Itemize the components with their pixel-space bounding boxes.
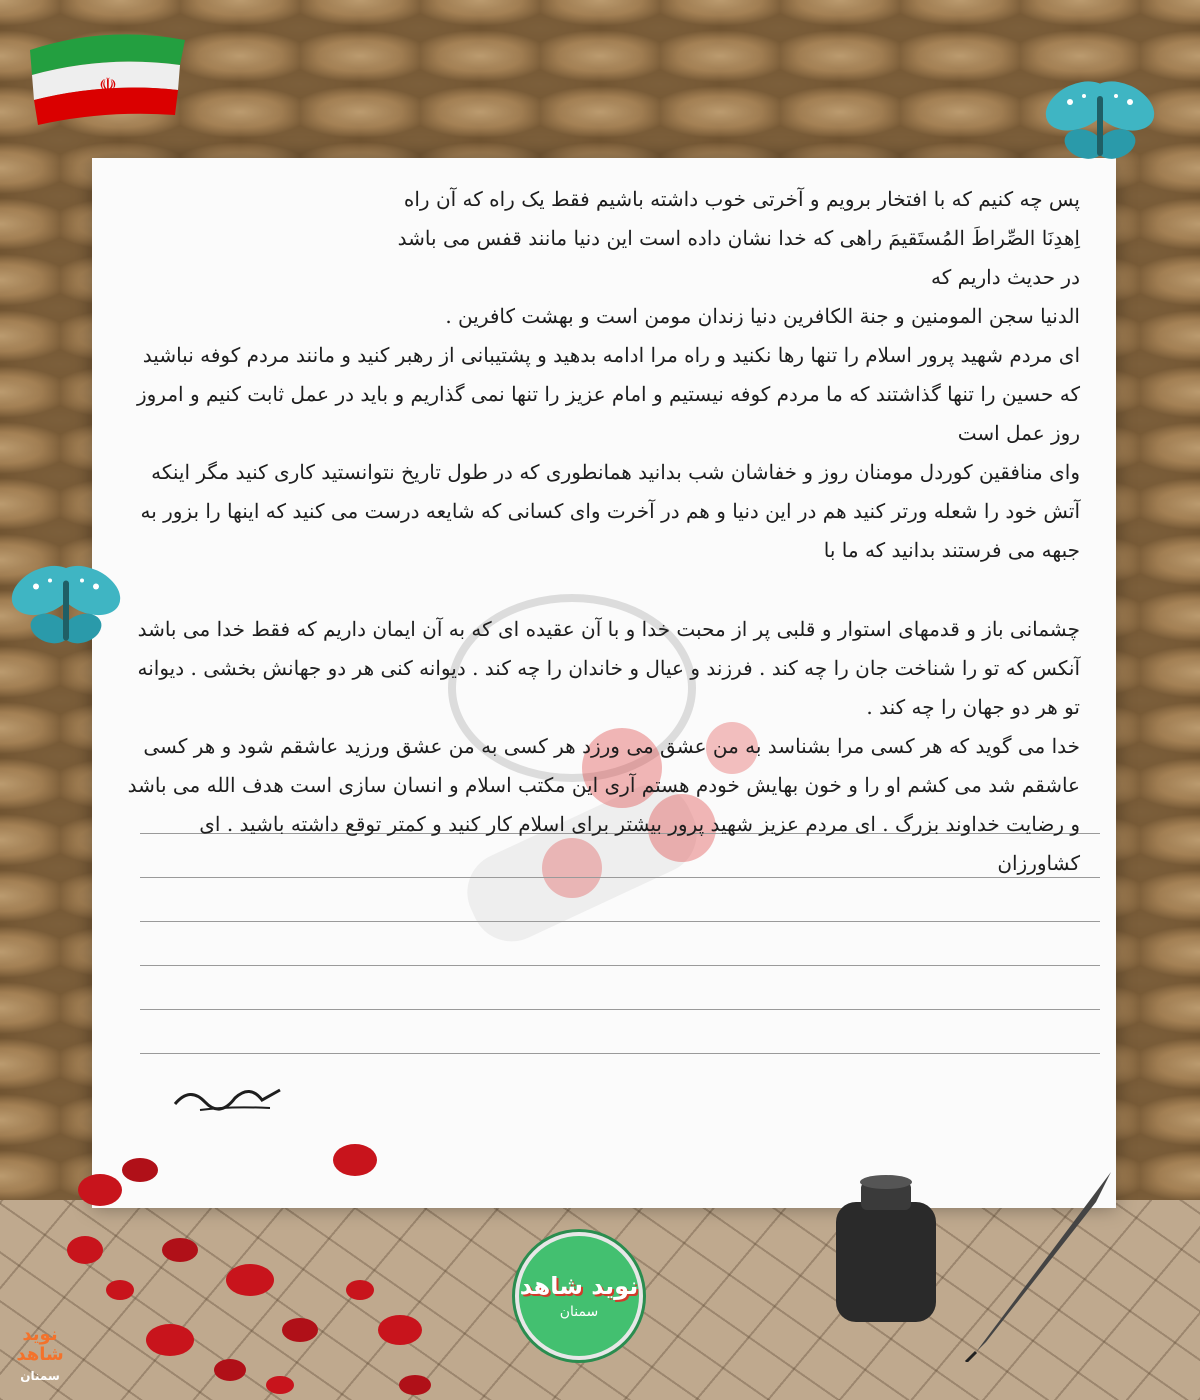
navid-shahed-corner-logo [4, 1312, 76, 1396]
letter-paragraph: وای منافقین کوردل مومنان روز و خفاشان شب بدانید همانطوری که در طول تاریخ نتوانستید کاری کنید مگر اینکه آتش خود را شعله ورتر کنید هم در این دنیا و هم در آخرت وای کسانی که شایعه درست می کنید که اینها را بزور به جبهه می فرستند بدانید که ما با [140, 460, 1080, 562]
corner-logo-title: نوید شاهد [16, 1324, 64, 1365]
butterfly-icon [1040, 66, 1160, 176]
letter-paragraph: چشمانی باز و قدمهای استوار و قلبی پر از محبت خدا و با آن عقیده ای که به آن ایمان داریم که فقط خدا می باشد آنکس که تو را شناخت جان را چه کند . فرزند و عیال و خاندان را چه کند . دیوانه کنی هر دو جهانش بخشی . دیوانه تو هر دو جهان را چه کند . [137, 617, 1080, 719]
logo-title: نوید شاهد [519, 1272, 639, 1300]
letter-paragraph: پس چه کنیم که با افتخار برویم و آخرتی خوب داشته باشیم فقط یک راه که آن راه [403, 187, 1080, 211]
svg-text:☫: ☫ [99, 73, 117, 97]
letter-paragraph: خدا می گوید که هر کسی مرا بشناسد به من عشق می ورزد هر کسی به من عشق ورزید عاشقم شود و هر کسی عاشقم شد می کشم او را و خون بهایش خودم هستم آری این مکتب اسلام و انسان سازی است هدف الله می باشد و رضایت خداوند بزرگ . ای مردم عزیز شهید پرور بیشتر برای اسلام کار کنید و کمتر توقع داشته باشید . ای کشاورزان [127, 734, 1080, 875]
inkwell-icon [826, 1162, 1126, 1362]
quill-icon [976, 1172, 1111, 1352]
letter-paragraph: اِهدِنَا الصِّراطَ المُستَقیمَ راهی که خدا نشان داده است این دنیا مانند قفس می باشد [397, 226, 1080, 250]
letter-paragraph: الدنیا سجن المومنین و جنة الکافرین دنیا زندان مومن است و بهشت کافرین . [445, 304, 1080, 328]
navid-shahed-logo [515, 1232, 643, 1360]
letter-paragraph: ای مردم شهید پرور اسلام را تنها رها نکنید و راه مرا ادامه بدهید و پشتیبانی از رهبر کنید و مانند مردم کوفه نباشید که حسین را تنها گذاشتند که ما مردم کوفه نیستیم و امام عزیز را تنها نمی گذاریم و باید در عمل ثابت کنیم و امروز روز عمل است [136, 343, 1080, 445]
letter-paragraph: در حدیث داریم که [931, 265, 1080, 289]
logo-subtitle: سمنان [559, 1304, 599, 1320]
signature [170, 1076, 290, 1116]
letter-gap [120, 570, 1080, 610]
iran-flag-icon [20, 20, 190, 130]
handwritten-letter [120, 180, 1080, 883]
corner-logo-subtitle: سمنان [20, 1369, 60, 1383]
rose-petals [60, 1140, 480, 1400]
butterfly-icon [6, 548, 126, 663]
